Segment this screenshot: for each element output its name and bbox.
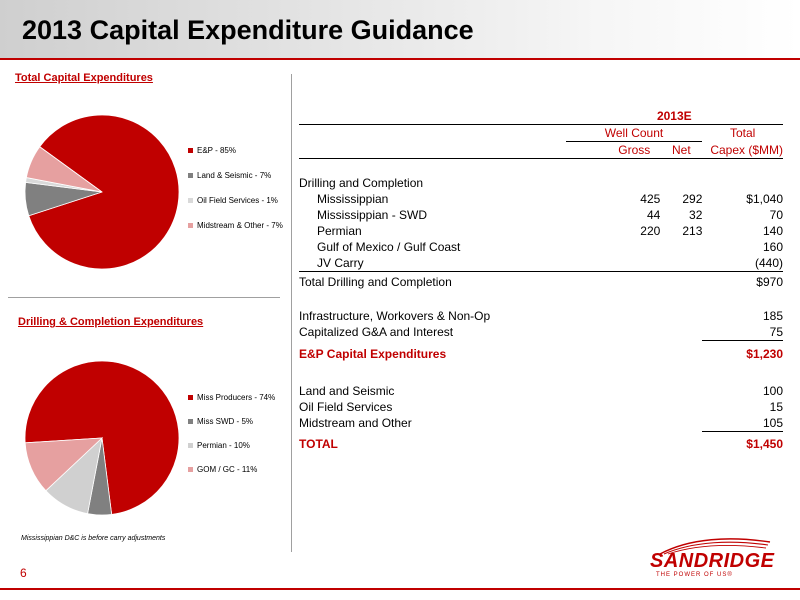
left-divider [8, 297, 280, 298]
header-total: Total [730, 126, 756, 141]
legend-swatch [188, 148, 193, 153]
table-row: Mississippian 425 292 $1,040 [317, 192, 783, 206]
legend-label: GOM / GC - 11% [197, 465, 258, 474]
table-row: Gulf of Mexico / Gulf Coast 160 [317, 240, 783, 254]
grand-total-row: TOTAL $1,450 [299, 437, 783, 452]
header-well-count: Well Count [566, 125, 703, 142]
table-row: Mississippian - SWD 44 32 70 [317, 208, 783, 222]
legend-item [188, 146, 236, 155]
page-title: 2013 Capital Expenditure Guidance [22, 15, 474, 45]
legend-label: Midstream & Other - 7% [197, 221, 283, 230]
title-bar [0, 0, 800, 58]
legend-swatch [188, 395, 193, 400]
capex-pie-chart [20, 100, 190, 280]
legend-label: Miss Producers - 74% [197, 393, 276, 402]
legend-swatch [188, 467, 193, 472]
legend-swatch [188, 223, 193, 228]
header-net: Net [660, 142, 702, 159]
spacer-row [299, 159, 783, 176]
legend-label: E&P - 85% [197, 146, 236, 155]
legend-swatch [188, 419, 193, 424]
capex-chart-title: Total Capital Expenditures [15, 72, 153, 84]
dc-pie-chart [20, 350, 190, 530]
legend-item [188, 393, 275, 402]
capex-table [299, 108, 783, 457]
legend-item [188, 417, 253, 426]
infra-row: Infrastructure, Workovers & Non-Op 185 [299, 309, 783, 323]
legend-label: Land & Seismic - 7% [197, 171, 272, 180]
legend-swatch [188, 443, 193, 448]
vertical-divider [291, 74, 292, 552]
ofs-row: Oil Field Services 15 [299, 399, 783, 414]
footnote: Mississippian D&C is before carry adjustments [21, 535, 166, 542]
ga-row: Capitalized G&A and Interest 75 [299, 325, 783, 340]
legend-label: Miss SWD - 5% [197, 417, 253, 426]
dc-chart-title: Drilling & Completion Expenditures [18, 316, 204, 328]
legend-item [188, 441, 250, 450]
page-number: 6 [20, 566, 27, 580]
midstream-row: Midstream and Other 105 [299, 415, 783, 430]
table-row: Permian 220 213 140 [317, 224, 783, 238]
land-row: Land and Seismic 100 [299, 383, 783, 398]
section-drilling-completion: Drilling and Completion [299, 176, 424, 190]
title-rule [0, 58, 800, 60]
spacer-row [299, 367, 783, 383]
ep-capex-row: E&P Capital Expenditures $1,230 [299, 346, 783, 361]
total-dc-row: Total Drilling and Completion $970 [299, 272, 783, 293]
legend-swatch [188, 198, 193, 203]
legend-label: Permian - 10% [197, 441, 250, 450]
legend-item [188, 171, 271, 180]
header-capex: Capex ($MM) [702, 142, 783, 159]
legend-item [188, 221, 283, 230]
legend-swatch [188, 173, 193, 178]
legend-item [188, 196, 278, 205]
header-gross: Gross [566, 142, 661, 159]
table-header-year [299, 108, 783, 125]
sandridge-logo [640, 536, 780, 581]
spacer-row [299, 292, 783, 308]
legend-label: Oil Field Services - 1% [197, 196, 278, 205]
legend-item [188, 465, 257, 474]
bottom-rule [0, 588, 800, 590]
header-2013e: 2013E [566, 108, 783, 125]
logo-tagline: THE POWER OF US® [656, 572, 733, 578]
table-header-cols [299, 142, 783, 159]
logo-wordmark: SANDRIDGE [650, 550, 775, 572]
table-header-group [299, 125, 783, 142]
table-row: JV Carry (440) [317, 256, 783, 270]
